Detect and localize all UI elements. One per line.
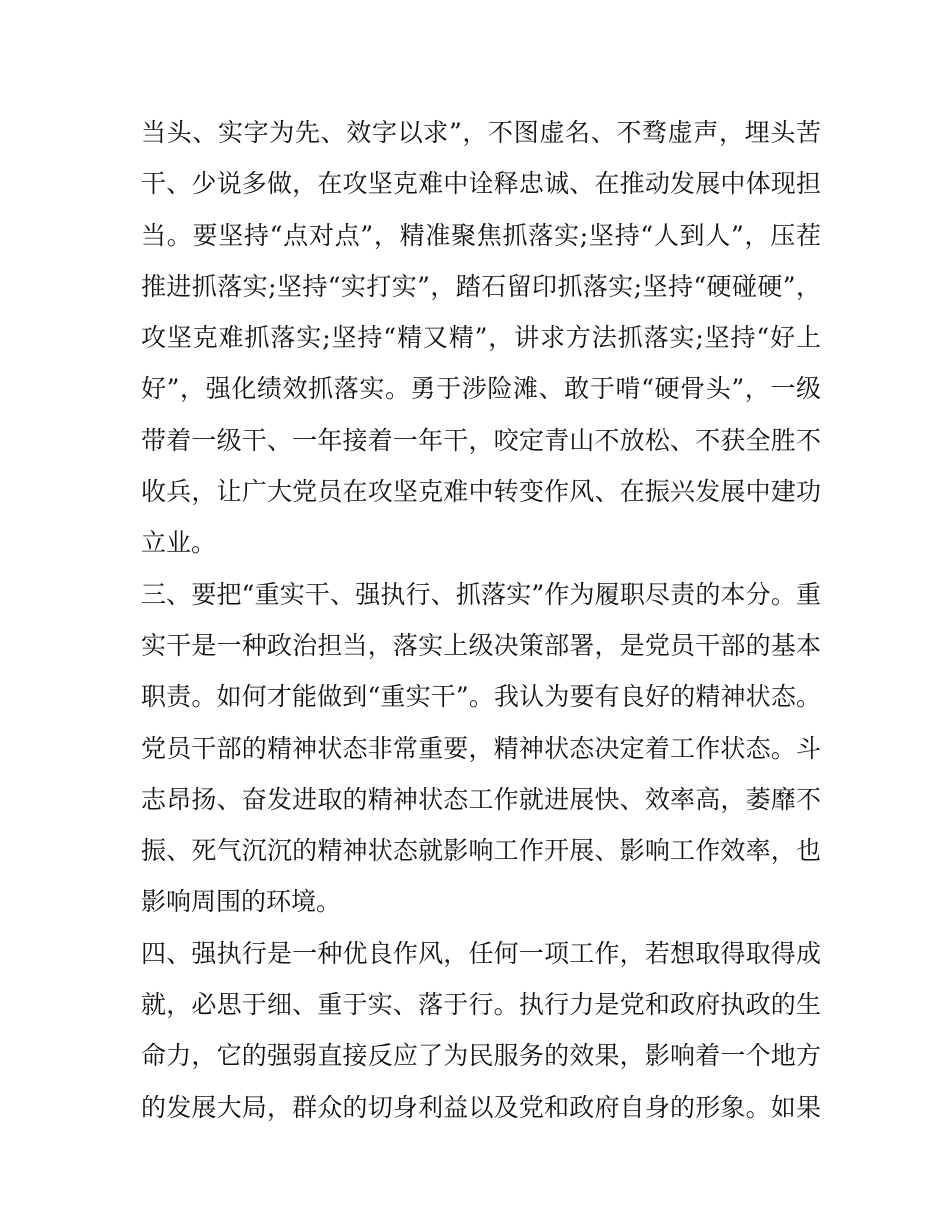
text-line: 三、要把“重实干、强执行、抓落实”作为履职尽责的本分。重 — [141, 579, 821, 609]
text-line: 职责。如何才能做到“重实干”。我认为要有良好的精神状态。 — [141, 682, 821, 712]
text-line: 实干是一种政治担当，落实上级决策部署，是党员干部的基本 — [141, 630, 821, 660]
text-line: 推进抓落实;坚持“实打实”，踏石留印抓落实;坚持“硬碰硬”， — [141, 271, 821, 301]
text-line: 当头、实字为先、效字以求”，不图虚名、不骛虚声，埋头苦 — [141, 118, 821, 147]
text-line: 立业。 — [141, 528, 217, 558]
text-line: 四、强执行是一种优良作风，任何一项工作，若想取得取得成 — [141, 938, 821, 968]
body-text — [141, 107, 821, 1133]
text-line: 志昂扬、奋发进取的精神状态工作就进展快、效率高，萎靡不 — [141, 784, 821, 814]
text-line: 影响周围的环境。 — [141, 887, 342, 917]
text-line: 攻坚克难抓落实;坚持“精又精”，讲求方法抓落实;坚持“好上 — [141, 323, 821, 353]
text-line: 收兵，让广大党员在攻坚克难中转变作风、在振兴发展中建功 — [141, 477, 821, 507]
text-line: 的发展大局，群众的切身利益以及党和政府自身的形象。如果 — [141, 1092, 821, 1122]
text-line: 干、少说多做，在攻坚克难中诠释忠诚、在推动发展中体现担 — [141, 169, 821, 199]
text-line: 命力，它的强弱直接反应了为民服务的效果，影响着一个地方 — [141, 1041, 821, 1071]
text-line: 好”，强化绩效抓落实。勇于涉险滩、敢于啃“硬骨头”，一级 — [141, 374, 821, 404]
text-line: 就，必思于细、重于实、落于行。执行力是党和政府执政的生 — [141, 990, 821, 1020]
text-line: 当。要坚持“点对点”，精准聚焦抓落实;坚持“人到人”，压茬 — [141, 220, 821, 250]
text-line: 振、死气沉沉的精神状态就影响工作开展、影响工作效率，也 — [141, 836, 821, 866]
text-line: 党员干部的精神状态非常重要，精神状态决定着工作状态。斗 — [141, 733, 821, 763]
text-line: 带着一级干、一年接着一年干，咬定青山不放松、不获全胜不 — [141, 425, 821, 455]
